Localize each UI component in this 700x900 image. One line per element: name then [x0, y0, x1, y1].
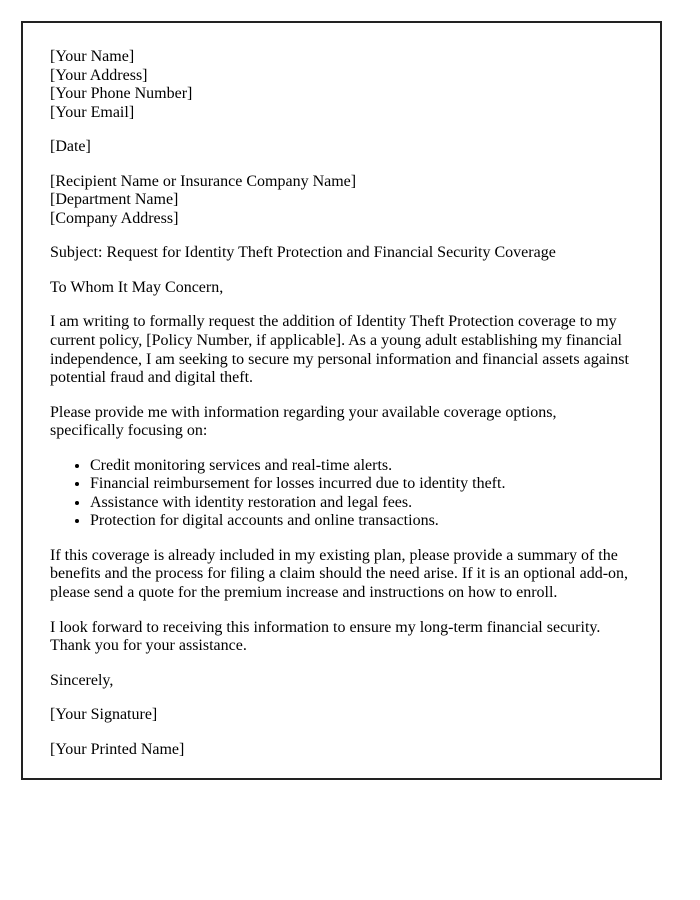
paragraph-closing: I look forward to receiving this information to ensure my long-term financial security. Thank you for your assistance.: [50, 618, 601, 655]
recipient-company-address-placeholder: [Company Address]: [50, 209, 179, 227]
coverage-options-list: [50, 457, 632, 531]
paragraph-existing-plan: If this coverage is already included in my existing plan, please provide a summary of the benefits and the process for filing a claim should the need arise. If it is an optional add-on, please send a quote for the premium increase and instructions on how to enroll.: [50, 546, 629, 602]
signature-placeholder: [Your Signature]: [50, 706, 158, 724]
sender-address-placeholder: [Your Address]: [50, 66, 148, 84]
subject-line: Subject: Request for Identity Theft Protection and Financial Security Coverage: [50, 244, 556, 262]
sign-off: Sincerely,: [50, 671, 114, 689]
recipient-address-block: [50, 173, 632, 229]
paragraph-request: Please provide me with information regarding your available coverage options, specifically focusing on:: [50, 403, 557, 440]
letter-page-frame: [21, 21, 662, 780]
sender-phone-placeholder: [Your Phone Number]: [50, 85, 193, 103]
printed-name-placeholder: [Your Printed Name]: [50, 740, 185, 758]
salutation: To Whom It May Concern,: [50, 278, 224, 296]
date-placeholder: [Date]: [50, 138, 91, 156]
recipient-department-placeholder: [Department Name]: [50, 191, 179, 209]
list-item-identity-restoration: • Assistance with identity restoration and legal fees.: [90, 494, 632, 513]
sender-email-placeholder: [Your Email]: [50, 103, 135, 121]
sender-name-placeholder: [Your Name]: [50, 48, 135, 65]
list-item-credit-monitoring: • Credit monitoring services and real-time alerts.: [90, 457, 632, 476]
date-block: [50, 138, 632, 157]
recipient-name-placeholder: [Recipient Name or Insurance Company Name]: [50, 172, 357, 190]
sender-address-block: [50, 48, 632, 122]
paragraph-intro: I am writing to formally request the addition of Identity Theft Protection coverage to my current policy, [Policy Number, if applicable]. As a young adult establishing my financial independence, I am seeking to secure my personal information and financial assets against potential fraud and digital theft.: [50, 313, 629, 387]
list-item-digital-protection: • Protection for digital accounts and online transactions.: [90, 512, 632, 531]
list-item-financial-reimbursement: • Financial reimbursement for losses incurred due to identity theft.: [90, 475, 632, 494]
